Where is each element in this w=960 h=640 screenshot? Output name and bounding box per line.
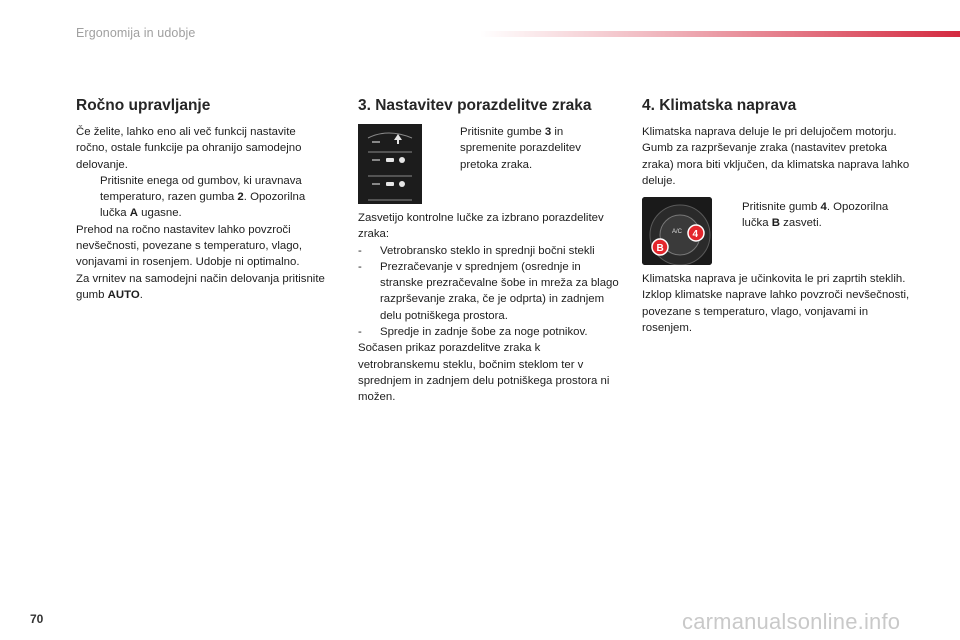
- instruction-item: Pritisnite enega od gumbov, ki uravnava temperaturo, razen gumba 2. Opozorilna lučka A ugasne.: [100, 174, 306, 220]
- paragraph: Sočasen prikaz porazdelitve zraka k vetrobranskemu steklu, bočnim steklom ter v sprednjem in zadnjem delu potniškega prostora ni možen.: [358, 342, 610, 404]
- figure-caption: [712, 197, 910, 232]
- page-number: 70: [30, 612, 44, 626]
- header-title: Ergonomija in udobje: [76, 26, 196, 40]
- paragraph: Zasvetijo kontrolne lučke za izbrano porazdelitev zraka:: [358, 212, 604, 241]
- column-manual-control: [76, 96, 328, 303]
- figure-row: [358, 124, 622, 204]
- list-item: - Vetrobransko steklo in sprednji bočni stekli: [358, 244, 595, 257]
- badge-4: 4: [692, 229, 699, 241]
- column-air-conditioning: [642, 96, 910, 336]
- paragraph: Prehod na ročno nastavitev lahko povzroči nevšečnosti, povezane s temperaturo, vlago, vonjavami in rosenjem. Udobje ni optimalno.: [76, 223, 303, 269]
- ac-label: A/C: [672, 229, 683, 236]
- heading-air-distribution: 3. Nastavitev porazdelitve zraka: [358, 97, 592, 114]
- badge-b: B: [656, 243, 664, 255]
- ac-button-image: [642, 197, 712, 265]
- heading-air-conditioning: 4. Klimatska naprava: [642, 97, 797, 114]
- column-air-distribution: [358, 96, 622, 406]
- paragraph: Če želite, lahko eno ali več funkcij nastavite ročno, ostale funkcije pa ohranijo samodejno delovanje.: [76, 126, 302, 171]
- paragraph: Klimatska naprava je učinkovita le pri zaprtih steklih.: [642, 273, 906, 286]
- instruction-item: Pritisnite gumbe 3 in spremenite porazdelitev pretoka zraka.: [460, 126, 581, 171]
- air-distribution-buttons-image: [358, 124, 422, 204]
- vent-buttons-icon: [358, 124, 422, 204]
- heading-manual-control: Ročno upravljanje: [76, 97, 211, 114]
- ac-button-icon: [642, 197, 712, 265]
- figure-caption: [422, 124, 622, 173]
- figure-row: [642, 197, 910, 265]
- list-item: - Spredje in zadnje šobe za noge potnikov.: [358, 326, 588, 339]
- paragraph: Klimatska naprava deluje le pri delujočem motorju. Gumb za razprševanje zraka (nastavitev pretoka zraka) mora biti vključen, da klimatska naprava lahko deluje.: [642, 126, 910, 187]
- list-item: - Prezračevanje v sprednjem (osrednje in stranske prezračevalne šobe in mreža za blago razprševanje zraka, če je odprta) in zadnjem delu potniškega prostora.: [358, 260, 619, 322]
- header-accent-bar: [480, 31, 960, 37]
- instruction-item: Pritisnite gumb 4. Opozorilna lučka B zasveti.: [742, 201, 889, 230]
- watermark: carmanualsonline.info: [682, 609, 901, 634]
- paragraph: Izklop klimatske naprave lahko povzroči nevšečnosti, povezane s temperaturo, vlago, vonjavami in rosenjem.: [642, 289, 910, 335]
- paragraph: Za vrnitev na samodejni način delovanja pritisnite gumb AUTO.: [76, 272, 325, 301]
